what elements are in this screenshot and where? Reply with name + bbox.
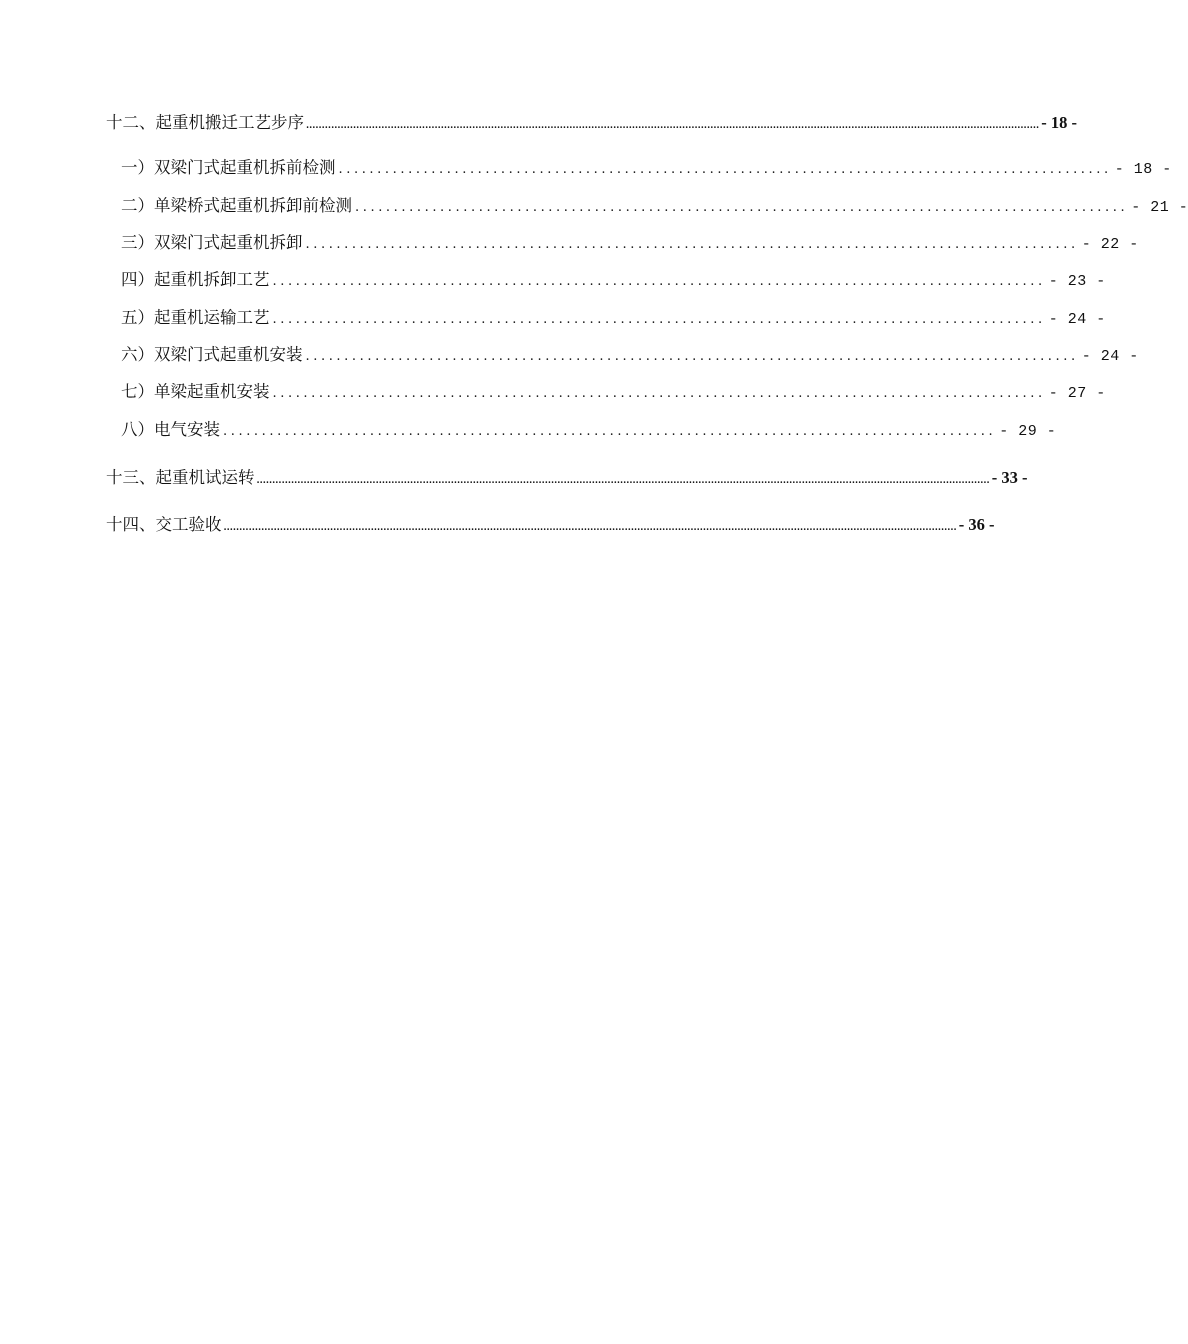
toc-dot-leader: .................................................................................................... [223, 424, 997, 439]
toc-entry-title: 八）电气安装 [121, 420, 220, 439]
toc-entry-page: - 22 - [1081, 236, 1139, 253]
toc-dot-leader: .................................................................................................... [338, 162, 1112, 177]
toc-entry-page: - 24 - [1048, 311, 1106, 328]
toc-entry-section-12[interactable] [106, 110, 1077, 136]
toc-dot-leader: .................................................................................................... [272, 274, 1046, 289]
toc-entry-title: 十三、起重机试运转 [106, 468, 255, 487]
toc-entry-title: 一）双梁门式起重机拆前检测 [121, 158, 336, 177]
toc-dot-leader: .................................................................................................... [272, 312, 1046, 327]
toc-entry-title: 十二、起重机搬迁工艺步序 [106, 113, 304, 132]
toc-entry-subsection-7[interactable] [121, 379, 1106, 405]
toc-entry-page: - 23 - [1048, 273, 1106, 290]
toc-entry-subsection-1[interactable] [121, 155, 1172, 181]
toc-dot-leader: .......................................................................................................................................................................................................................................... [306, 121, 1040, 131]
toc-entry-page: - 36 - [958, 515, 995, 534]
toc-entry-title: 六）双梁门式起重机安装 [121, 345, 303, 364]
toc-dot-leader: .......................................................................................................................................................................................................................................... [223, 523, 957, 533]
toc-entry-title: 五）起重机运输工艺 [121, 308, 270, 327]
toc-entry-section-13[interactable] [106, 465, 1028, 491]
toc-entry-subsection-5[interactable] [121, 305, 1106, 331]
toc-entry-subsection-4[interactable] [121, 267, 1106, 293]
toc-entry-page: - 33 - [991, 468, 1028, 487]
toc-entry-page: - 24 - [1081, 348, 1139, 365]
toc-dot-leader: .................................................................................................... [355, 200, 1129, 215]
toc-entry-page: - 18 - [1114, 161, 1172, 178]
toc-dot-leader: .................................................................................................... [305, 237, 1079, 252]
toc-entry-subsection-6[interactable] [121, 342, 1139, 368]
toc-dot-leader: .................................................................................................... [272, 386, 1046, 401]
toc-entry-subsection-8[interactable] [121, 417, 1057, 443]
toc-entry-title: 二）单梁桥式起重机拆卸前检测 [121, 196, 352, 215]
toc-entry-title: 十四、交工验收 [106, 515, 222, 534]
toc-entry-title: 三）双梁门式起重机拆卸 [121, 233, 303, 252]
toc-entry-page: - 27 - [1048, 385, 1106, 402]
toc-entry-title: 四）起重机拆卸工艺 [121, 270, 270, 289]
toc-entry-title: 七）单梁起重机安装 [121, 382, 270, 401]
toc-entry-page: - 29 - [999, 423, 1057, 440]
toc-entry-page: - 21 - [1131, 199, 1188, 216]
toc-dot-leader: .................................................................................................... [305, 349, 1079, 364]
toc-entry-subsection-3[interactable] [121, 230, 1139, 256]
toc-dot-leader: .......................................................................................................................................................................................................................................... [256, 476, 990, 486]
toc-entry-subsection-2[interactable] [121, 193, 1188, 219]
toc-entry-page: - 18 - [1041, 113, 1077, 132]
toc-entry-section-14[interactable] [106, 512, 995, 538]
